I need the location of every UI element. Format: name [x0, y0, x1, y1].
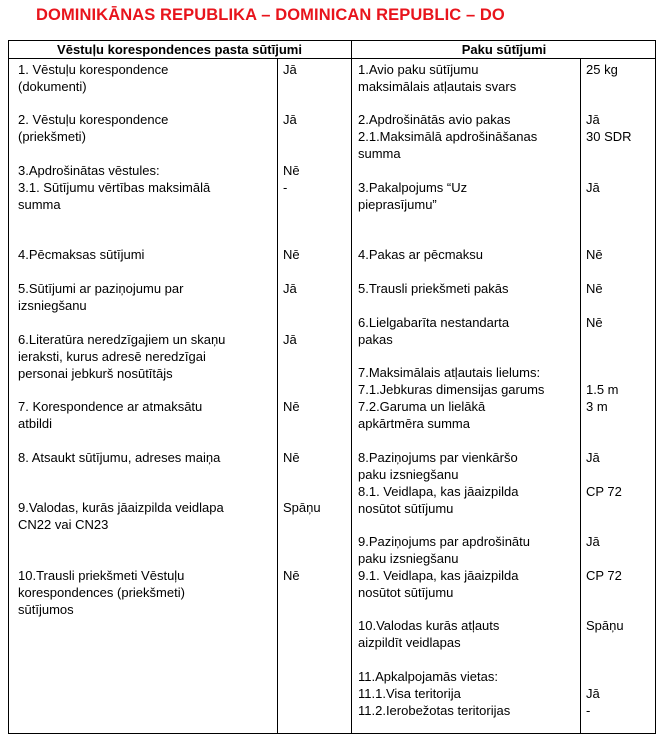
letters-item-label: 8. Atsaukt sūtījumu, adreses maiņa: [18, 450, 221, 465]
letters-item-label: 2. Vēstuļu korespondence (priekšmeti): [18, 112, 169, 144]
parcels-item-label: 5.Trausli priekšmeti pakās: [358, 281, 509, 296]
parcels-item-value: 1.5 m 3 m: [586, 382, 619, 414]
parcels-item-label: 8.Paziņojums par vienkāršo paku izsniegšanu 8.1. Veidlapa, kas jāaizpilda nosūtot sūtījumu: [358, 450, 519, 516]
parcels-value-divider: [580, 58, 581, 734]
parcels-item-value: Spāņu: [586, 618, 624, 633]
letters-column-header: Vēstuļu korespondences pasta sūtījumi: [57, 42, 302, 57]
header-divider: [8, 58, 656, 59]
letters-value-divider: [277, 58, 278, 734]
letters-item-value: Nē: [283, 568, 300, 583]
page-title: DOMINIKĀNAS REPUBLIKA – DOMINICAN REPUBLIC – DO: [36, 6, 505, 24]
parcels-item-label: 3.Pakalpojums “Uz pieprasījumu”: [358, 180, 468, 212]
letters-item-label: 6.Literatūra neredzīgajiem un skaņu ieraksti, kurus adresē neredzīgai personai jebkurš nosūtītājs: [18, 332, 226, 381]
letters-item-label: 5.Sūtījumi ar paziņojumu par izsniegšanu: [18, 281, 184, 313]
letters-item-value: Jā: [283, 112, 297, 127]
parcels-item-value: 25 kg: [586, 62, 618, 77]
letters-item-value: Jā: [283, 62, 297, 77]
parcels-item-label: 2.Apdrošinātās avio pakas 2.1.Maksimālā apdrošināšanas summa: [358, 112, 538, 161]
parcels-item-label: 10.Valodas kurās atļauts aizpildīt veidlapas: [358, 618, 500, 650]
letters-item-value: Spāņu: [283, 500, 321, 515]
letters-item-value: Jā: [283, 332, 297, 347]
letters-item-label: 1. Vēstuļu korespondence (dokumenti): [18, 62, 169, 94]
parcels-item-label: 11.Apkalpojamās vietas: 11.1.Visa teritorija 11.2.Ierobežotas teritorijas: [358, 669, 511, 718]
letters-item-label: 4.Pēcmaksas sūtījumi: [18, 247, 145, 262]
center-divider: [351, 40, 352, 734]
parcels-item-value: Jā CP 72: [586, 534, 622, 583]
parcels-item-value: Jā: [586, 180, 600, 195]
parcels-item-value: Nē: [586, 315, 603, 330]
parcels-item-label: 6.Lielgabarīta nestandarta pakas: [358, 315, 510, 347]
letters-item-label: 7. Korespondence ar atmaksātu atbildi: [18, 399, 203, 431]
parcels-item-value: Jā 30 SDR: [586, 112, 632, 144]
letters-item-value: Nē -: [283, 163, 300, 195]
letters-item-label: 3.Apdrošinātas vēstules: 3.1. Sūtījumu vērtības maksimālā summa: [18, 163, 211, 212]
letters-item-value: Nē: [283, 247, 300, 262]
letters-item-label: 9.Valodas, kurās jāaizpilda veidlapa CN22 vai CN23: [18, 500, 224, 532]
parcels-item-label: 4.Pakas ar pēcmaksu: [358, 247, 484, 262]
parcels-column-header: Paku sūtījumi: [461, 42, 547, 57]
parcels-item-value: Nē: [586, 247, 603, 262]
letters-item-value: Nē: [283, 450, 300, 465]
parcels-item-value: Jā -: [586, 686, 600, 718]
letters-item-value: Nē: [283, 399, 300, 414]
letters-item-label: 10.Trausli priekšmeti Vēstuļu korespondences (priekšmeti) sūtījumos: [18, 568, 185, 617]
parcels-item-value: Jā CP 72: [586, 450, 622, 499]
parcels-item-label: 9.Paziņojums par apdrošinātu paku izsniegšanu 9.1. Veidlapa, kas jāaizpilda nosūtot sūtījumu: [358, 534, 530, 600]
parcels-item-value: Nē: [586, 281, 603, 296]
parcels-item-label: 1.Avio paku sūtījumu maksimālais atļautais svars: [358, 62, 517, 94]
letters-item-value: Jā: [283, 281, 297, 296]
parcels-item-label: 7.Maksimālais atļautais lielums: 7.1.Jebkuras dimensijas garums 7.2.Garuma un lielākā apkārtmēra summa: [358, 365, 545, 431]
